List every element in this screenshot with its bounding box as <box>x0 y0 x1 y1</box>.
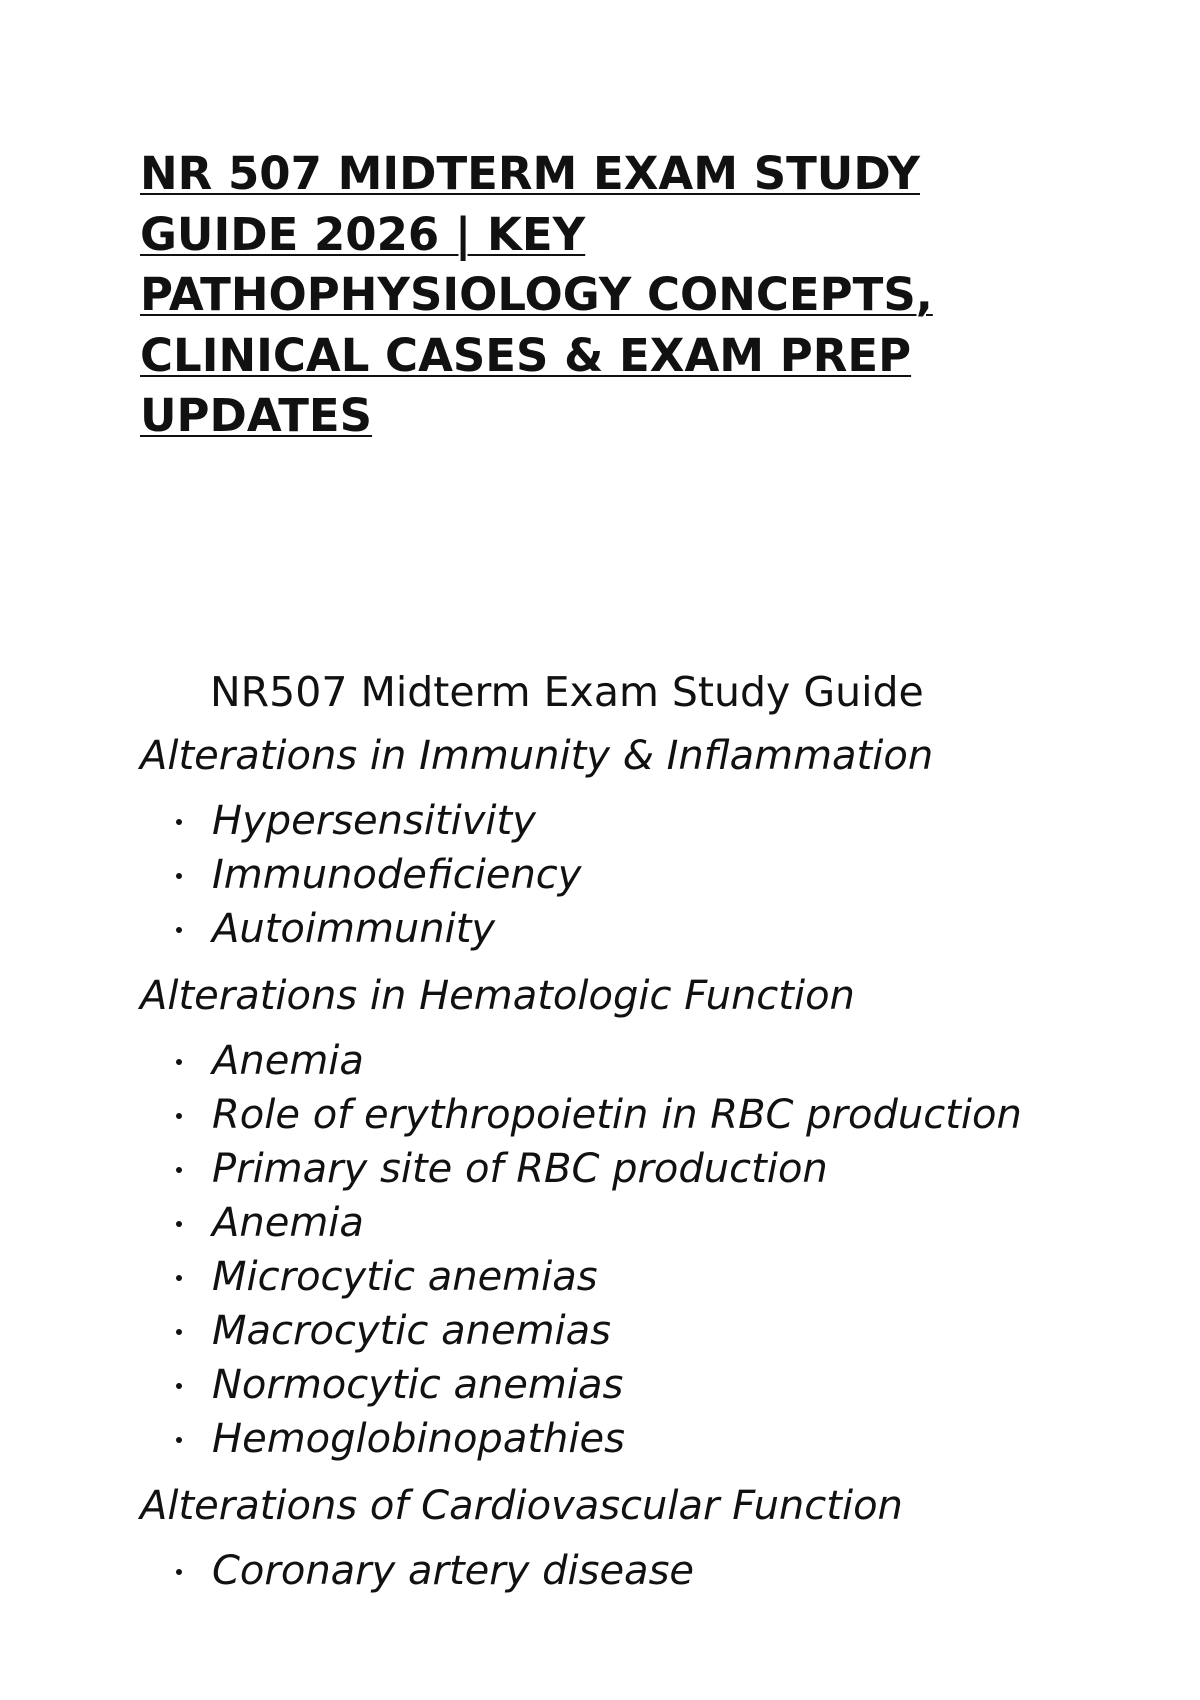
topic-label: Hypersensitivity <box>212 798 536 844</box>
topic-label: Hemoglobinopathies <box>212 1416 625 1462</box>
section-cardiovascular <box>140 1476 1100 1598</box>
document-title-line: PATHOPHYSIOLOGY CONCEPTS, <box>140 268 933 321</box>
section-immunity <box>140 726 1100 956</box>
bullet-icon <box>176 1113 182 1119</box>
topic-item <box>140 1304 1100 1358</box>
section-hematologic <box>140 966 1100 1466</box>
topic-label: Immunodeficiency <box>212 852 582 898</box>
document-title-line: NR 507 MIDTERM EXAM STUDY <box>140 147 921 200</box>
bullet-icon <box>176 1059 182 1065</box>
topic-item <box>140 1544 1100 1598</box>
document-title <box>140 144 1040 447</box>
bullet-icon <box>176 873 182 879</box>
topic-label: Macrocytic anemias <box>212 1308 612 1354</box>
section-heading: Alterations in Hematologic Function <box>140 973 855 1019</box>
topic-item <box>140 794 1100 848</box>
bullet-icon <box>176 1383 182 1389</box>
topic-list <box>140 1544 1100 1598</box>
topic-label: Primary site of RBC production <box>212 1146 828 1192</box>
bullet-icon <box>176 1167 182 1173</box>
topic-label: Anemia <box>212 1038 364 1084</box>
bullet-icon <box>176 1569 182 1575</box>
document-title-line: GUIDE 2026 | KEY <box>140 207 586 261</box>
topic-item <box>140 1142 1100 1196</box>
topic-item <box>140 1412 1100 1466</box>
topic-item <box>140 1088 1100 1142</box>
document-title-line: UPDATES <box>140 389 373 442</box>
topic-list <box>140 794 1100 956</box>
topic-label: Role of erythropoietin in RBC production <box>212 1092 1022 1138</box>
section-heading: Alterations of Cardiovascular Function <box>140 1483 903 1529</box>
topic-label: Normocytic anemias <box>212 1362 624 1408</box>
topic-label: Coronary artery disease <box>212 1548 695 1594</box>
topic-label: Microcytic anemias <box>212 1254 598 1300</box>
topic-item <box>140 902 1100 956</box>
topic-item <box>140 848 1100 902</box>
bullet-icon <box>176 1275 182 1281</box>
topic-item <box>140 1250 1100 1304</box>
bullet-icon <box>176 1221 182 1227</box>
section-heading: Alterations in Immunity & Inflammation <box>140 733 934 779</box>
topic-item <box>140 1196 1100 1250</box>
document-title-line: CLINICAL CASES & EXAM PREP <box>140 328 912 382</box>
bullet-icon <box>176 819 182 825</box>
topic-item <box>140 1358 1100 1412</box>
bullet-icon <box>176 1329 182 1335</box>
topic-label: Autoimmunity <box>212 906 496 952</box>
topic-label: Anemia <box>212 1200 364 1246</box>
topic-item <box>140 1034 1100 1088</box>
bullet-icon <box>176 927 182 933</box>
topic-list <box>140 1034 1100 1466</box>
bullet-icon <box>176 1437 182 1443</box>
study-guide-title: NR507 Midterm Exam Study Guide <box>210 668 924 716</box>
study-guide-content <box>140 662 1100 1608</box>
